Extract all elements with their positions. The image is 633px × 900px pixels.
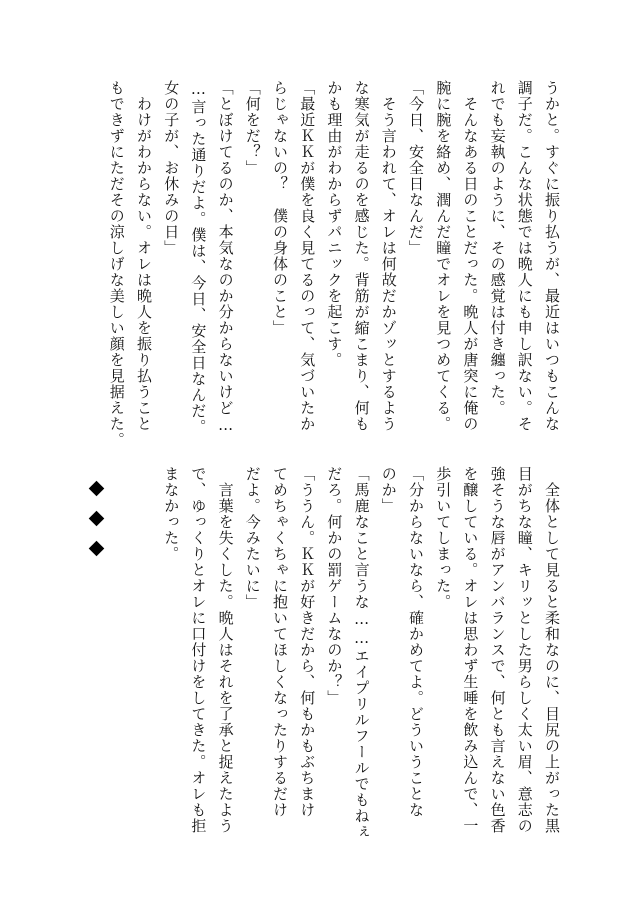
text-column: 「ううん。ＫＫが好きだから、何もかもぶちまけ	[298, 466, 317, 818]
diamond-icon	[89, 541, 105, 557]
text-column: 「とぼけてるのか、本気なのか分からないけど…	[216, 80, 235, 435]
diamond-icon	[89, 481, 105, 497]
text-column: な寒気が走るのを感じた。背筋が縮こまり、何も	[352, 80, 371, 432]
text-column: …言った通りだよ。僕は、今日、安全日なんだ。	[189, 80, 208, 435]
text-column: だろ。何かの罰ゲームなのか？」	[325, 466, 344, 706]
text-column: 目がちな瞳、キリッとした男らしく太い眉、意志の	[515, 466, 534, 834]
text-column: わけがわからない。オレは晩人を振り払うこと	[135, 80, 153, 432]
text-column: れでも妄執のように、その感覚は付き纏った。	[488, 80, 507, 416]
text-column: で、ゆっくりとオレに口付けをしてきた。オレも拒	[189, 466, 208, 834]
text-column: 「馬鹿なこと言うな……エイプリルフールでもねぇ	[352, 466, 371, 840]
text-column: 腕に腕を絡め、潤んだ瞳でオレを見つめてくる。	[434, 80, 453, 432]
text-column: そう言われて、オレは何故だかゾッとするよう	[379, 80, 398, 432]
text-column: まなかった。	[162, 466, 181, 562]
text-column: 「最近ＫＫが僕を良く見てるのって、気づいたか	[298, 80, 317, 432]
text-column: 強そうな唇がアンバランスで、何とも言えない色香	[488, 466, 507, 834]
text-column: のか」	[379, 466, 398, 514]
text-column: そんなある日のことだった。晩人が唐突に俺の	[461, 80, 480, 432]
text-column: だよ。今みたいに」	[243, 466, 262, 610]
text-column: 歩引いてしまった。	[434, 466, 453, 610]
text-column: 言葉を失くした。晩人はそれを了承と捉えたよう	[216, 466, 235, 834]
text-column: を醸している。オレは思わず生唾を飲み込んで、一	[461, 466, 480, 834]
text-column: 「何をだ？」	[243, 80, 262, 176]
text-column: もできずにただその涼しげな美しい顔を見据えた。	[107, 80, 126, 448]
text-column: 調子だ。こんな状態では晩人にも申し訳ない。そ	[515, 80, 534, 432]
text-column: らじゃないの？ 僕の身体のこと」	[271, 80, 289, 336]
text-column: 女の子が、お休みの日」	[162, 80, 181, 256]
text-column: かも理由がわからずパニックを起こす。	[325, 80, 344, 368]
text-column: 「今日、安全日なんだ」	[407, 80, 425, 256]
text-column: てめちゃくちゃに抱いてほしくなったりするだけ	[271, 466, 289, 818]
diamond-icon	[89, 511, 105, 527]
text-column: 全体として見ると柔和なのに、目尻の上がった黒	[543, 466, 561, 834]
text-column: 「分からないなら、確かめてよ。どういうことな	[407, 466, 425, 818]
text-column: うかと。すぐに振り払うが、最近はいつもこんな	[543, 80, 561, 432]
